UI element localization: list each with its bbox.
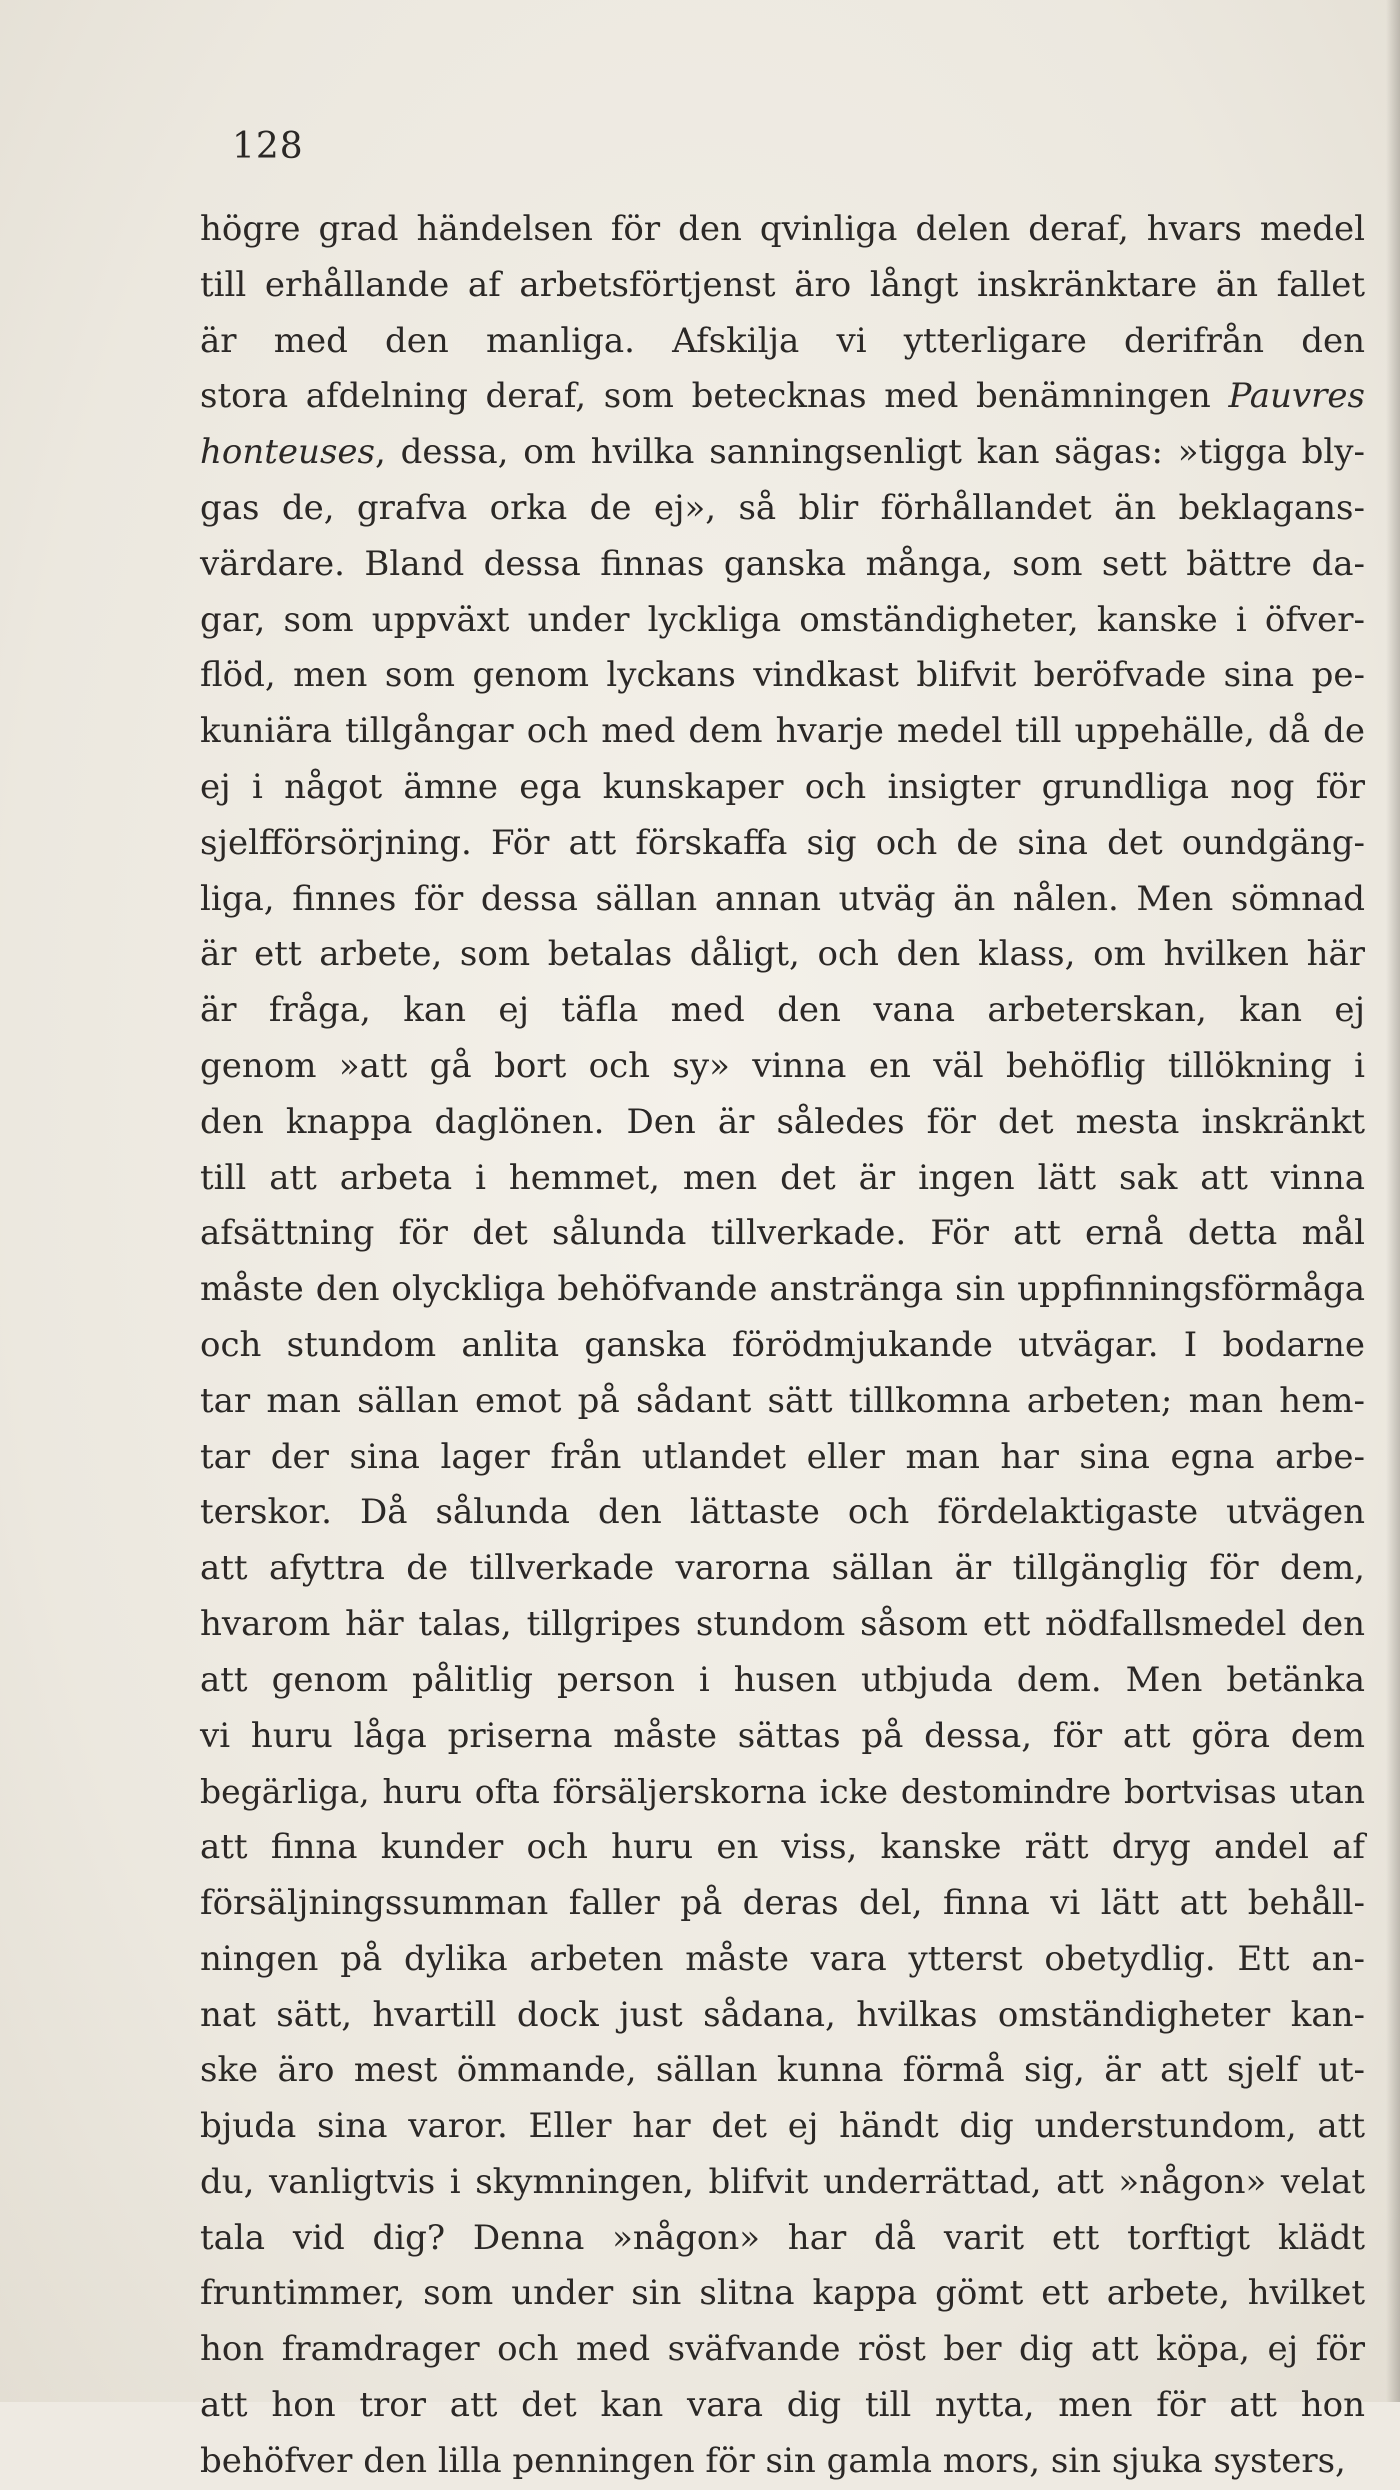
line-text: genom »att gå bort och sy» vinna en väl behöflig tillökning i [200, 1045, 1365, 1086]
line-text: bjuda sina varor. Eller har det ej händt dig understundom, att [200, 2106, 1365, 2147]
line-text: , dessa, om hvilka sanningsenligt kan sägas: »tigga bly- [374, 432, 1365, 473]
text-line [200, 1764, 1365, 1820]
line-text: afsättning för det sålunda tillverkade. För att ernå detta mål [200, 1213, 1365, 1254]
line-text: vi huru låga priserna måste sättas på dessa, för att göra dem [200, 1715, 1365, 1756]
text-line [200, 1820, 1365, 1876]
line-text: gas de, grafva orka de ej», så blir förhållandet än beklagans- [200, 487, 1365, 528]
line-text: till att arbeta i hemmet, men det är ingen lätt sak att vinna [200, 1157, 1365, 1198]
text-line [200, 704, 1365, 760]
line-text: till erhållande af arbetsförtjenst äro långt inskränktare än fallet [200, 264, 1365, 305]
line-text: hon framdrager och med sväfvande röst ber dig att köpa, ej för [200, 2329, 1365, 2370]
line-text: att genom pålitlig person i husen utbjuda dem. Men betänka [200, 1659, 1365, 1700]
line-text: gar, som uppväxt under lyckliga omständigheter, kanske i öfver- [200, 599, 1365, 640]
text-line [200, 983, 1365, 1039]
italic-phrase: honteuses [200, 432, 375, 473]
text-line [200, 2266, 1365, 2322]
line-text: måste den olyckliga behöfvande anstränga sin uppfinningsförmåga [200, 1269, 1365, 1310]
line-text: flöd, men som genom lyckans vindkast blifvit beröfvade sina pe- [200, 655, 1365, 696]
line-text: stora afdelning deraf, som betecknas med benämningen [200, 376, 1229, 417]
text-line [200, 816, 1365, 872]
text-line [200, 927, 1365, 983]
text-line [200, 2322, 1365, 2378]
line-text: är ett arbete, som betalas dåligt, och den klass, om hvilken här [200, 934, 1365, 975]
line-text: är med den manliga. Afskilja vi ytterligare derifrån den [200, 320, 1365, 361]
italic-phrase: Pauvres [1228, 376, 1365, 417]
text-line [200, 202, 1365, 258]
line-text: kuniära tillgångar och med dem hvarje medel till uppehälle, då de [200, 711, 1365, 752]
line-text: att afyttra de tillverkade varorna sällan är tillgänglig för dem, [200, 1548, 1365, 1589]
text-line [200, 2434, 1365, 2490]
text-line [200, 481, 1365, 537]
text-line [200, 593, 1365, 649]
body-text [200, 202, 1365, 2490]
text-line [200, 872, 1365, 928]
text-line [200, 369, 1365, 425]
text-line [200, 2378, 1365, 2434]
line-text: försäljningssumman faller på deras del, finna vi lätt att behåll- [200, 1882, 1365, 1923]
text-line [200, 760, 1365, 816]
text-line [200, 1262, 1365, 1318]
line-text: den knappa daglönen. Den är således för det mesta inskränkt [200, 1101, 1365, 1142]
line-text: ningen på dylika arbeten måste vara ytterst obetydlig. Ett an- [200, 1938, 1365, 1979]
text-line [200, 2099, 1365, 2155]
line-text: terskor. Då sålunda den lättaste och fördelaktigaste utvägen [200, 1492, 1365, 1533]
line-text: tala vid dig? Denna »någon» har då varit ett torftigt klädt [200, 2217, 1365, 2258]
text-line [200, 648, 1365, 704]
line-text: ej i något ämne ega kunskaper och insigter grundliga nog för [200, 766, 1365, 807]
text-line [200, 1932, 1365, 1988]
text-line [200, 1374, 1365, 1430]
text-line [200, 1039, 1365, 1095]
text-line [200, 1151, 1365, 1207]
line-text: hvarom här talas, tillgripes stundom såsom ett nödfallsmedel den [200, 1603, 1365, 1644]
line-text: att finna kunder och huru en viss, kanske rätt dryg andel af [200, 1827, 1365, 1868]
line-text: sjelfförsörjning. För att förskaffa sig och de sina det oundgäng- [200, 822, 1365, 863]
text-line [200, 537, 1365, 593]
line-text: begärliga, huru ofta försäljerskorna icke destomindre bortvisas utan [200, 1772, 1365, 1812]
line-text: ske äro mest ömmande, sällan kunna förmå sig, är att sjelf ut- [200, 2050, 1365, 2091]
text-line [200, 425, 1365, 481]
text-line [200, 258, 1365, 314]
text-line [200, 1988, 1365, 2044]
text-line [200, 1597, 1365, 1653]
text-line [200, 1206, 1365, 1262]
page-number: 128 [232, 126, 304, 167]
line-text: behöfver den lilla penningen för sin gamla mors, sin sjuka systers, [200, 2440, 1346, 2481]
text-line [200, 1541, 1365, 1597]
line-text: fruntimmer, som under sin slitna kappa gömt ett arbete, hvilket [200, 2273, 1365, 2314]
line-text: tar man sällan emot på sådant sätt tillkomna arbeten; man hem- [200, 1380, 1365, 1421]
text-line [200, 1095, 1365, 1151]
text-line [200, 1485, 1365, 1541]
text-line [200, 1430, 1365, 1486]
line-text: tar der sina lager från utlandet eller man har sina egna arbe- [200, 1436, 1365, 1477]
text-line [200, 1709, 1365, 1765]
line-text: nat sätt, hvartill dock just sådana, hvilkas omständigheter kan- [200, 1994, 1365, 2035]
text-line [200, 2043, 1365, 2099]
text-line [200, 2211, 1365, 2267]
line-text: och stundom anlita ganska förödmjukande utvägar. I bodarne [200, 1324, 1365, 1365]
line-text: högre grad händelsen för den qvinliga delen deraf, hvars medel [200, 209, 1365, 249]
line-text: du, vanligtvis i skymningen, blifvit underrättad, att »någon» velat [200, 2161, 1365, 2202]
line-text: att hon tror att det kan vara dig till nytta, men för att hon [200, 2385, 1365, 2426]
line-text: värdare. Bland dessa finnas ganska många, som sett bättre da- [200, 543, 1365, 584]
text-line [200, 2155, 1365, 2211]
text-line [200, 1653, 1365, 1709]
line-text: är fråga, kan ej täfla med den vana arbeterskan, kan ej [200, 990, 1365, 1031]
line-text: liga, finnes för dessa sällan annan utväg än nålen. Men sömnad [200, 878, 1365, 919]
page-edge-shadow [1386, 0, 1400, 2402]
text-line [200, 1318, 1365, 1374]
text-line [200, 1876, 1365, 1932]
text-line [200, 314, 1365, 370]
